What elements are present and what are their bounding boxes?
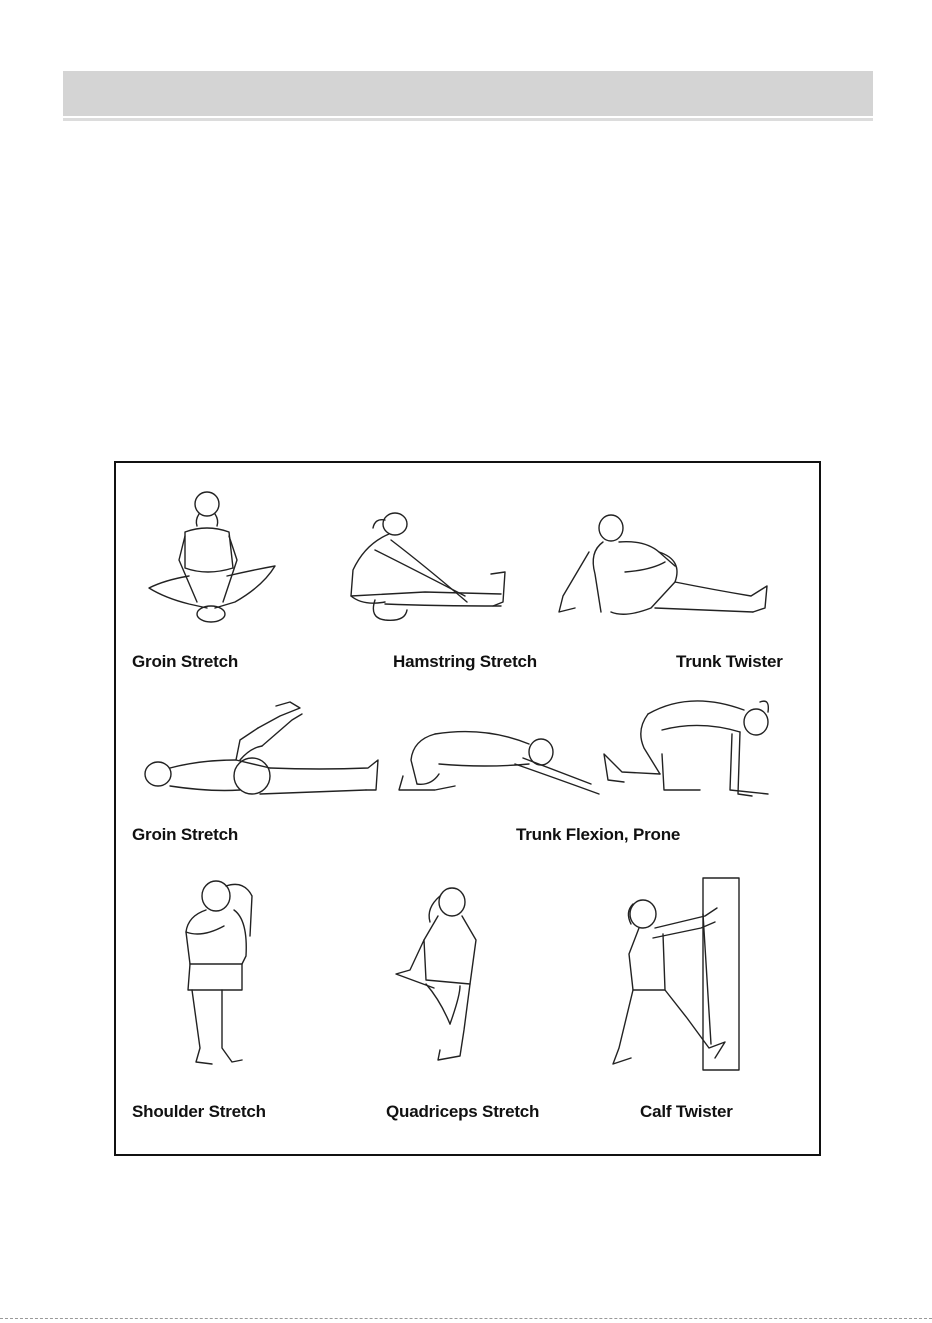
label-groin-stretch-seated: Groin Stretch (132, 652, 239, 671)
calf-twister-illustration (605, 878, 745, 1074)
header-bar (63, 71, 873, 116)
label-calf-twister: Calf Twister (640, 1102, 733, 1121)
groin-stretch-lying-illustration (140, 698, 380, 798)
hamstring-stretch-illustration (345, 510, 510, 625)
label-shoulder-stretch: Shoulder Stretch (132, 1102, 266, 1121)
trunk-flexion-child-pose-illustration (395, 724, 605, 800)
label-hamstring-stretch: Hamstring Stretch (393, 652, 537, 671)
page-bottom-edge (0, 1318, 932, 1320)
label-groin-stretch-lying: Groin Stretch (132, 825, 239, 844)
header-divider (63, 118, 873, 121)
label-trunk-flexion-prone: Trunk Flexion, Prone (516, 825, 681, 844)
groin-stretch-seated-illustration (145, 490, 280, 625)
trunk-twister-illustration (555, 512, 770, 622)
trunk-flexion-all-fours-illustration (600, 690, 780, 800)
quadriceps-stretch-illustration (390, 880, 490, 1070)
shoulder-stretch-illustration (172, 876, 262, 1071)
label-trunk-twister: Trunk Twister (676, 652, 783, 671)
label-quadriceps-stretch: Quadriceps Stretch (386, 1102, 540, 1121)
